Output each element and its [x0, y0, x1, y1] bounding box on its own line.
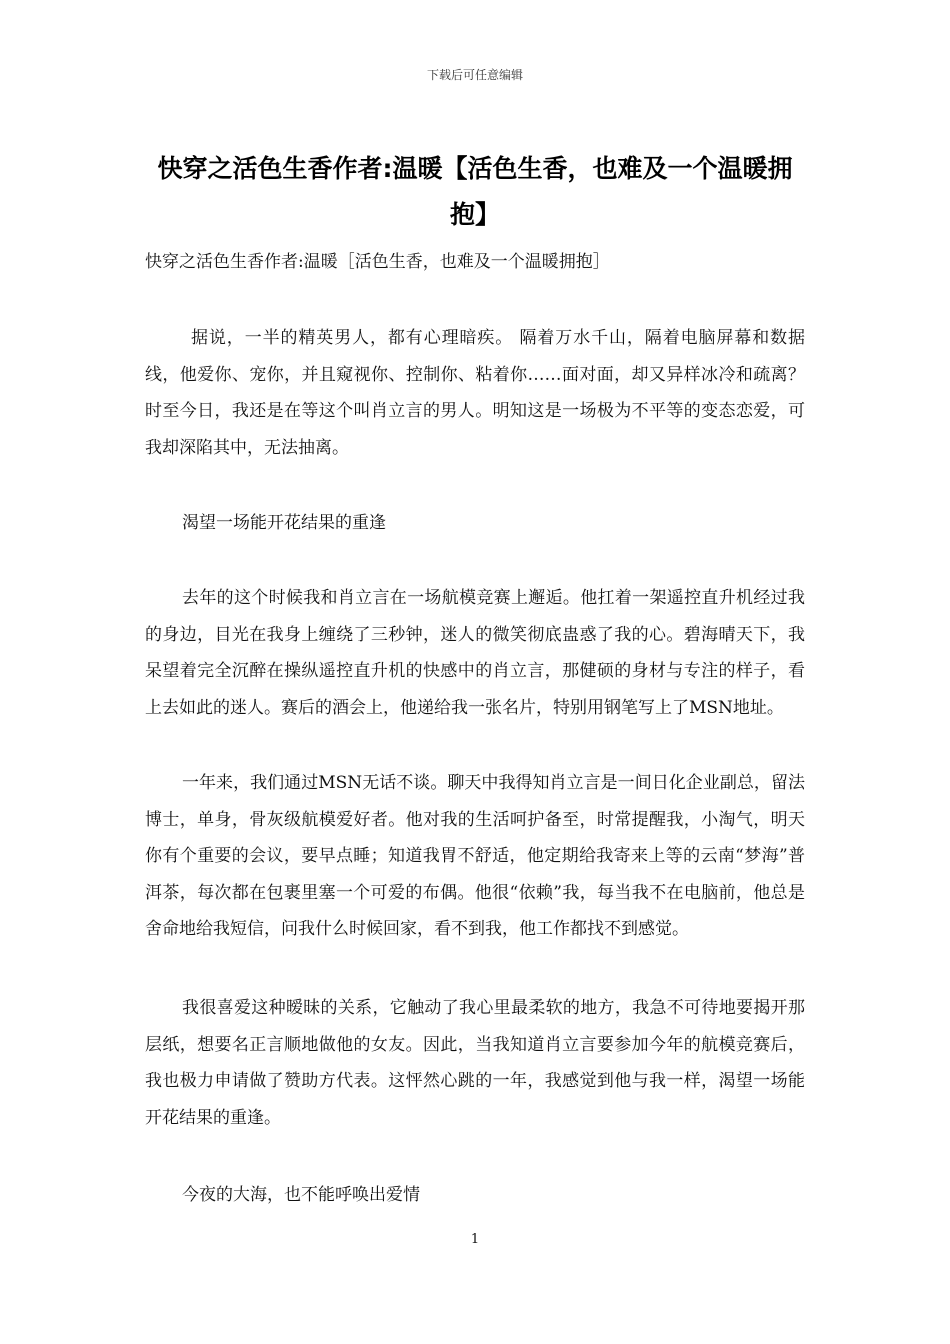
paragraph-body: 我很喜爱这种暧昧的关系，它触动了我心里最柔软的地方，我急不可待地要揭开那层纸，想要名正言顺地做他的女友。因此，当我知道肖立言要参加今年的航模竞赛后，我也极力申请做了赞助方代表。这怦然心跳的一年，我感觉到他与我一样，渴望一场能开花结果的重逢。 [145, 998, 805, 1128]
paragraph-intro: 据说，一半的精英男人，都有心理暗疾。 隔着万水千山，隔着电脑屏幕和数据线，他爱你、宠你，并且窥视你、控制你、粘着你……面对面，却又异样冰冷和疏离？时至今日，我还是在等这个叫肖立言的男人。明知这是一场极为不平等的变态恋爱，可我却深陷其中，无法抽离。 [145, 328, 805, 458]
document-title: 快穿之活色生香作者:温暖【活色生香，也难及一个温暖拥抱】 [157, 154, 793, 229]
page-number: 1 [470, 1232, 480, 1247]
paragraph-body: 去年的这个时候我和肖立言在一场航模竞赛上邂逅。他扛着一架遥控直升机经过我的身边，目光在我身上缠绕了三秒钟，迷人的微笑彻底蛊惑了我的心。碧海晴天下，我呆望着完全沉醉在操纵遥控直升机的快感中的肖立言，那健硕的身材与专注的样子，看上去如此的迷人。赛后的酒会上，他递给我一张名片，特别用钢笔写上了MSN地址。 [145, 588, 805, 718]
section-heading: 今夜的大海，也不能呼唤出爱情 [182, 1185, 420, 1205]
header-note: 下载后可任意编辑 [426, 68, 523, 82]
section-heading: 渴望一场能开花结果的重逢 [182, 513, 386, 533]
document-subtitle: 快穿之活色生香作者:温暖［活色生香，也难及一个温暖拥抱］ [145, 252, 610, 272]
paragraph-body: 一年来，我们通过MSN无话不谈。聊天中我得知肖立言是一间日化企业副总，留法博士，单身，骨灰级航模爱好者。他对我的生活呵护备至，时常提醒我，小淘气，明天你有个重要的会议，要早点睡；知道我胃不舒适，他定期给我寄来上等的云南“梦海”普洱茶，每次都在包裹里塞一个可爱的布偶。他很“依赖”我，每当我不在电脑前，他总是舍命地给我短信，问我什么时候回家，看不到我，他工作都找不到感觉。 [145, 773, 805, 939]
